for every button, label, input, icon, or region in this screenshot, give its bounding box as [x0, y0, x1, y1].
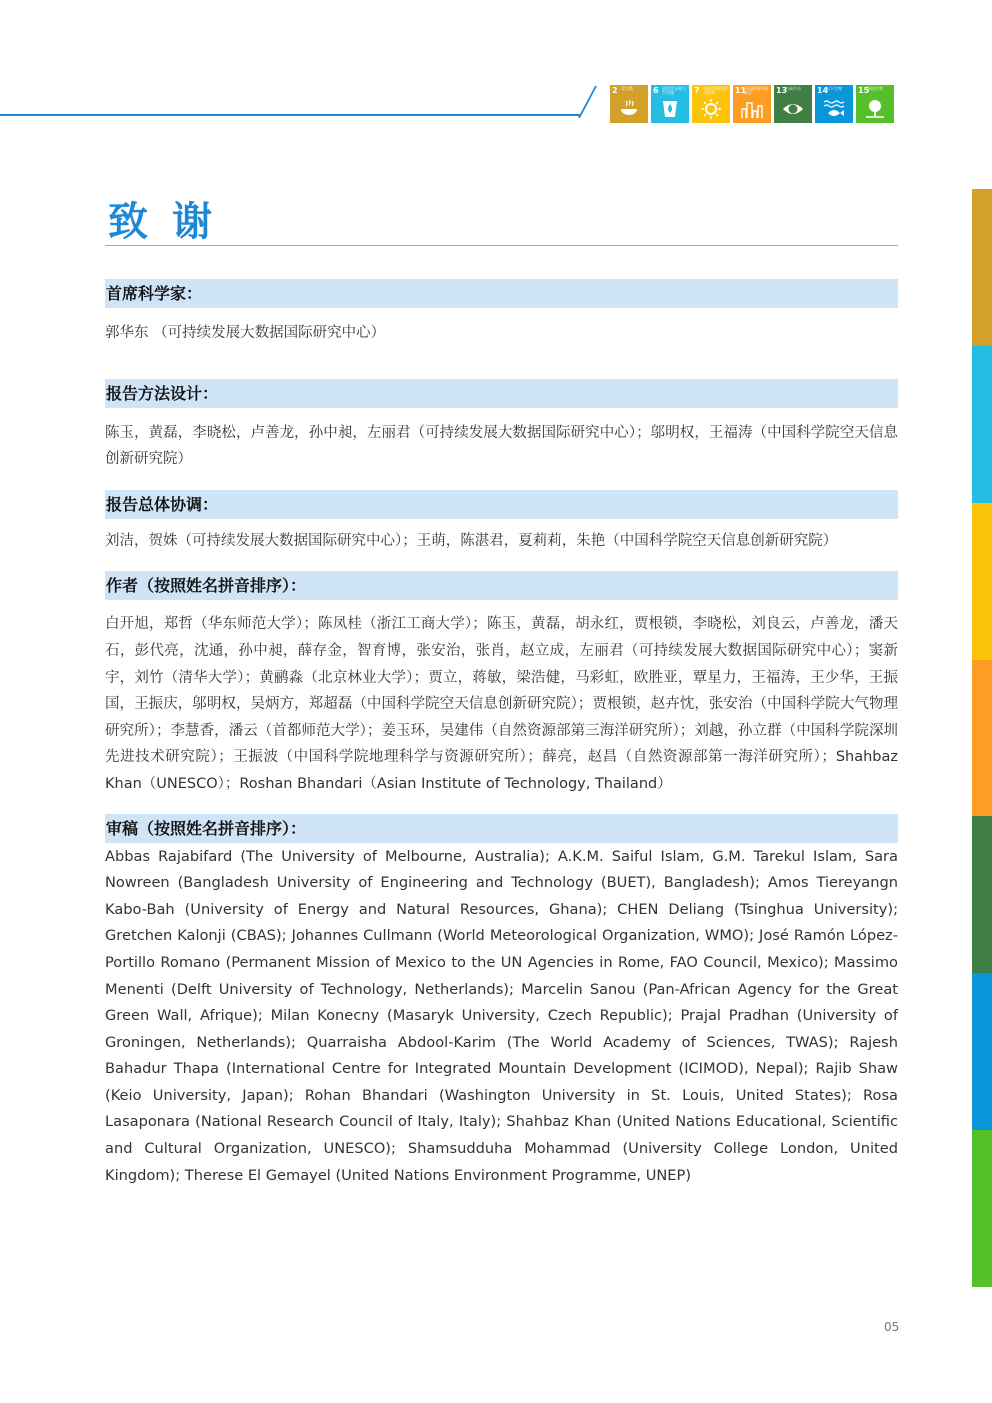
water-drop-icon	[659, 97, 681, 119]
section-body-report-design: 陈玉，黄磊，李晓松，卢善龙，孙中昶，左丽君（可持续发展大数据国际研究中心）；邬明权，王福涛（中国科学院空天信息创新研究院）	[105, 424, 898, 468]
acknowledgements-content	[105, 279, 898, 1189]
city-icon	[741, 97, 763, 119]
title-rule	[105, 245, 898, 246]
side-bar-segment	[972, 973, 992, 1130]
sdg-caption: 气候行动	[785, 86, 801, 91]
side-bar-segment	[972, 346, 992, 503]
section-heading-coordination: 报告总体协调：	[105, 490, 898, 519]
sdg-number: 13	[776, 86, 788, 95]
eye-globe-icon	[782, 97, 804, 119]
sdg-number: 2	[612, 86, 618, 95]
sdg-icon-strip	[610, 85, 894, 123]
fish-icon	[823, 97, 845, 119]
tree-icon	[864, 97, 886, 119]
header-rule	[0, 114, 580, 116]
sdg-tile-6	[651, 85, 689, 123]
sdg-caption: 陆地生物	[867, 86, 883, 91]
side-bar-segment	[972, 660, 992, 817]
section-heading-reviewers: 审稿（按照姓名拼音排序）：	[105, 814, 898, 843]
sdg-caption: 可持续城市和社区	[744, 86, 768, 95]
section-heading-authors: 作者（按照姓名拼音排序）：	[105, 571, 898, 600]
sdg-tile-2	[610, 85, 648, 123]
sdg-caption: 水下生物	[826, 86, 842, 91]
section-body-reviewers: Abbas Rajabifard (The University of Melbourne, Australia); A.K.M. Saiful Islam, G.M. Tarekul Islam, Sara Nowreen (Bangladesh University of Engineering and Technology (BUET), Bangladesh); Amos Tiereyangn Kabo-Bah (University of Energy and Natural Resources, Ghana); CHEN Deliang (Tsinghua University); Gretchen Kalonji (CBAS); Johannes Cullmann (World Meteorological Organization, WMO); José Ramón López-Portillo Romano (Permanent Mission of Mexico to the UN Agencies in Rome, FAO Council, Mexico); Massimo Menenti (Delft University of Technology, Netherlands); Marcelin Sanou (Pan-African Agency for the Great Green Wall, Afrique); Milan Konecny (Masaryk University, Czech Republic); Prajal Pradhan (University of Groningen, Netherlands); Quarraisha Abdool-Karim (The World Academy of Sciences, TWAS); Rajesh Bahadur Thapa (International Centre for Integrated Mountain Development (ICIMOD), Nepal); Rajib Shaw (Keio University, Japan); Rohan Bhandari (Washington University in St. Louis, United States); Rosa Lasaponara (National Research Council of Italy, Italy); Shahbaz Khan (United Nations Educational, Scientific and Cultural Organization, UNESCO); Shamsudduha Mohammad (University College London, United Kingdom); Therese El Gemayel (United Nations Environment Programme, UNEP)	[105, 847, 898, 1184]
sdg-caption: 零饥饿	[621, 86, 633, 91]
sdg-number: 14	[817, 86, 829, 95]
header-slash	[578, 86, 597, 118]
side-bar-segment	[972, 503, 992, 660]
sdg-tile-13	[774, 85, 812, 123]
sdg-tile-15	[856, 85, 894, 123]
section-body-chief-scientist: 郭华东 （可持续发展大数据国际研究中心）	[105, 325, 386, 341]
sdg-caption: 经济适用的清洁能源	[703, 86, 727, 95]
sdg-caption: 清洁饮水和卫生设施	[662, 86, 686, 95]
sun-icon	[700, 97, 722, 119]
sdg-number: 11	[735, 86, 747, 95]
side-bar-segment	[972, 1130, 992, 1287]
side-bar-segment	[972, 816, 992, 973]
sdg-tile-7	[692, 85, 730, 123]
page-number: 05	[884, 1320, 900, 1334]
side-bar-segment	[972, 189, 992, 346]
sdg-number: 6	[653, 86, 659, 95]
bowl-icon	[618, 97, 640, 119]
sdg-tile-14	[815, 85, 853, 123]
section-heading-report-design: 报告方法设计：	[105, 379, 898, 408]
section-body-authors: 白开旭，郑哲（华东师范大学）；陈凤桂（浙江工商大学）；陈玉，黄磊，胡永红，贾根锁，李晓松，刘良云，卢善龙，潘天石，彭代亮，沈通，孙中昶，薛存金，智育博，张安治，张肖，赵立成，左丽君（可持续发展大数据国际研究中心）；窦新宇，刘竹（清华大学）；黄鹂淼（北京林业大学）；贾立，蒋敏，梁浩健，马彩虹，欧胜亚，覃星力，王福涛，王少华，王振国，王振庆，邬明权，吴炳方，郑超磊（中国科学院空天信息创新研究院）；贾根锁，赵卉忱，张安治（中国科学院大气物理研究所）；李慧香，潘云（首都师范大学）；姜玉环，吴建伟（自然资源部第三海洋研究所）；刘越，孙立群（中国科学院深圳先进技术研究院）；王振波（中国科学院地理科学与资源研究所）；薛亮，赵昌（自然资源部第一海洋研究所）；Shahbaz Khan（UNESCO）；Roshan Bhandari（Asian Institute of Technology, Thailand）	[105, 616, 898, 792]
section-body-coordination: 刘洁，贺姝（可持续发展大数据国际研究中心）；王萌，陈湛君，夏莉莉，朱艳（中国科学院空天信息创新研究院）	[105, 532, 838, 549]
section-heading-chief-scientist: 首席科学家：	[105, 279, 898, 308]
sdg-number: 7	[694, 86, 700, 95]
color-side-bar	[972, 189, 992, 1287]
sdg-tile-11	[733, 85, 771, 123]
sdg-number: 15	[858, 86, 870, 95]
page-title: 致谢	[108, 198, 236, 245]
